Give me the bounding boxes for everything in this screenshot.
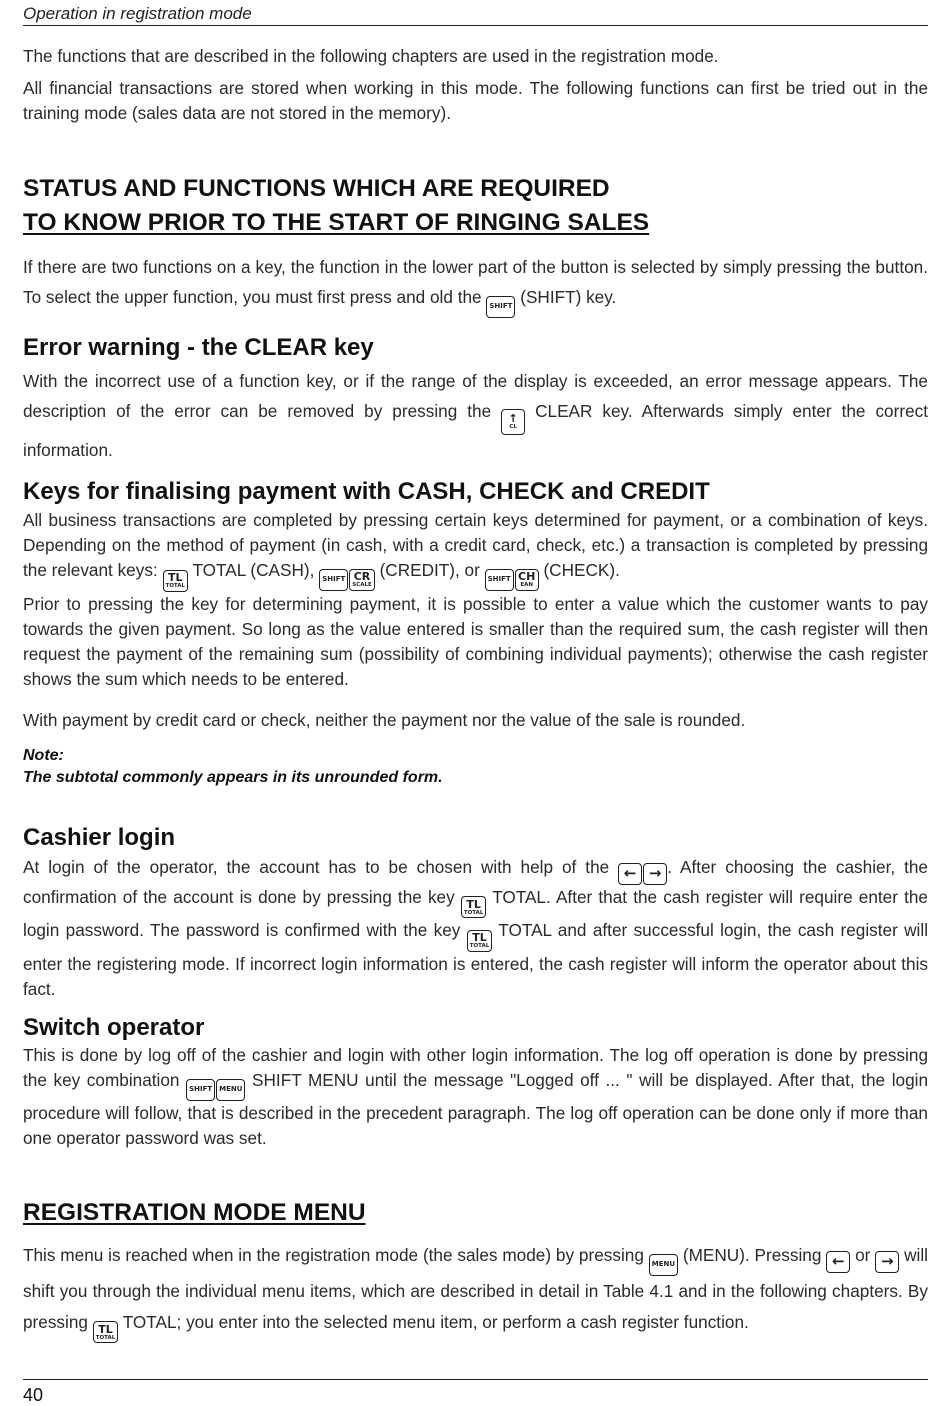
manual-page: [23, 0, 928, 1406]
payment-heading: Keys for finalising payment with CASH, CHECK and CREDIT: [23, 478, 710, 505]
menu-heading-text: REGISTRATION MODE MENU: [23, 1199, 366, 1226]
shift-key-icon: SHIFT: [319, 569, 348, 591]
payment-text-c: (CREDIT), or: [379, 560, 480, 580]
status-text-a: If there are two functions on a key, the function in the lower part of the button is selected by simply pressing the button. To select the upper function, you must first press and old the: [23, 257, 928, 307]
login-text-a: At login of the operator, the account has to be chosen with help of the: [23, 857, 610, 877]
menu-text-d: will shift you through the individual menu items, which are described in detail in Table 4.1 and in the following chapters. By pressing: [23, 1245, 928, 1332]
login-text-d: TOTAL and after successful login, the cash register will enter the registering mode. If incorrect login information is entered, the cash register will inform the operator about this fact.: [23, 920, 929, 999]
menu-text-b: (MENU). Pressing: [682, 1245, 822, 1265]
payment-text-d: (CHECK).: [543, 560, 620, 580]
total-key-icon: TL TOTAL: [93, 1321, 119, 1343]
left-arrow-key-icon: ←: [826, 1251, 850, 1273]
status-paragraph: [23, 252, 928, 318]
menu-key-icon: MENU: [216, 1079, 245, 1101]
check-key-icon: CH EAN: [515, 569, 539, 591]
menu-heading: [23, 1196, 928, 1230]
login-text-b: . After choosing the cashier, the confirmation of the account is done by pressing the key: [23, 857, 928, 907]
switch-text-a: This is done by log off of the cashier and login with other login information. The log off operation is done by pressing the key combination: [23, 1045, 928, 1090]
menu-key-icon: MENU: [649, 1254, 678, 1276]
total-key-icon: TL TOTAL: [461, 896, 487, 918]
total-key-icon: TL TOTAL: [467, 930, 493, 952]
payment-paragraph-2: Prior to pressing the key for determining payment, it is possible to enter a value which the customer wants to pay towards the given payment. So long as the value entered is smaller than the required sum, the cash register will then request the payment of the remaining sum (possibility of combining individual payments); otherwise the cash register shows the sum which needs to be entered.: [23, 594, 928, 689]
right-arrow-key-icon: →: [875, 1251, 899, 1273]
login-paragraph: [23, 855, 928, 1002]
error-heading: Error warning - the CLEAR key: [23, 334, 374, 361]
login-text-c: TOTAL. After that the cash register will require enter the login password. The password is confirmed with the key: [23, 886, 928, 941]
shift-menu-key-combo: [186, 1079, 245, 1101]
status-heading: [23, 172, 928, 240]
note-text: The subtotal commonly appears in its unrounded form.: [23, 769, 443, 786]
arrow-keys-combo: [618, 863, 667, 885]
footer-divider: [23, 1379, 928, 1380]
intro-paragraph-2: All financial transactions are stored when working in this mode. The following functions can first be tried out in the training mode (sales data are not stored in the memory).: [23, 78, 928, 123]
running-header: Operation in registration mode: [23, 4, 928, 26]
payment-text-b: TOTAL (CASH),: [192, 560, 315, 580]
credit-key-icon: CR SCALE: [349, 569, 375, 591]
page-number: 40: [23, 1385, 44, 1405]
shift-ch-key-combo: [485, 569, 539, 591]
switch-paragraph: [23, 1043, 928, 1151]
status-heading-line-2: TO KNOW PRIOR TO THE START OF RINGING SALES: [23, 209, 650, 236]
left-arrow-key-icon: ←: [618, 863, 642, 885]
shift-key-icon: SHIFT: [486, 296, 515, 318]
menu-text-e: TOTAL; you enter into the selected menu item, or perform a cash register function.: [122, 1311, 749, 1332]
total-key-icon: TL TOTAL: [163, 570, 189, 592]
payment-text-a: All business transactions are completed by pressing certain keys determined for payment, or a combination of keys. Depending on the method of payment (in cash, with a credit card, check, etc.) a transaction is completed by pressing the relevant keys:: [23, 510, 928, 580]
error-paragraph: [23, 366, 928, 465]
error-text-a: With the incorrect use of a function key, or if the range of the display is exceeded, an error message appears. The description of the error can be removed by pressing the: [23, 371, 928, 421]
status-heading-line-1: STATUS AND FUNCTIONS WHICH ARE REQUIRED: [23, 175, 610, 202]
error-text-b: CLEAR key. Afterwards simply enter the correct information.: [23, 401, 928, 460]
login-heading: Cashier login: [23, 824, 176, 851]
switch-text-b: SHIFT MENU until the message "Logged off ... " will be displayed. After that, the login procedure will follow, that is described in the precedent paragraph. The log off operation can be done only if more than one operator password was set.: [23, 1070, 929, 1148]
menu-text-c: or: [855, 1245, 871, 1265]
shift-cr-key-combo: [319, 569, 375, 591]
clear-key-icon: ↑ CL: [501, 409, 525, 435]
payment-paragraph-1: [23, 508, 928, 592]
shift-key-icon: SHIFT: [485, 569, 514, 591]
switch-heading: Switch operator: [23, 1014, 205, 1041]
menu-text-a: This menu is reached when in the registration mode (the sales mode) by pressing: [23, 1245, 644, 1265]
note-label: Note:: [23, 747, 64, 764]
status-text-b: (SHIFT) key.: [520, 287, 617, 307]
intro-paragraph-1: The functions that are described in the following chapters are used in the registration mode.: [23, 46, 719, 66]
shift-key-icon: SHIFT: [186, 1079, 215, 1101]
right-arrow-key-icon: →: [643, 863, 667, 885]
payment-paragraph-3: With payment by credit card or check, neither the payment nor the value of the sale is rounded.: [23, 710, 746, 730]
menu-paragraph: [23, 1240, 928, 1343]
